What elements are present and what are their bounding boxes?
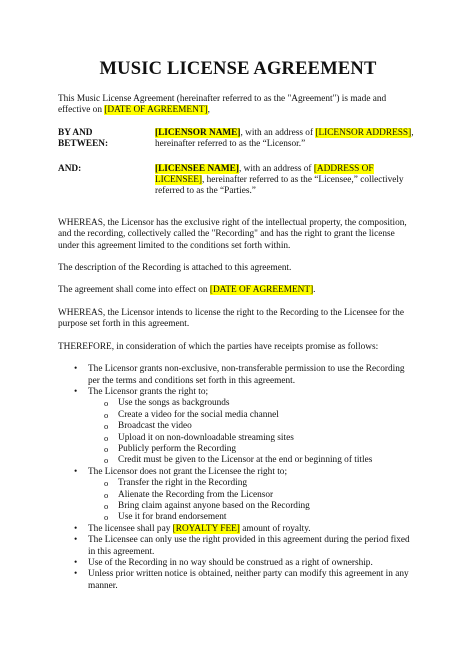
term-item [88,524,418,535]
term-item-label: The Licensor does not grant the Licensee the right to; [88,466,288,477]
whereas-paragraph-2: WHEREAS, the Licensor intends to license the right to the Recording to the Licensee for the purpose set forth in this agreement. [58,307,404,330]
sub-list-item: o Publicly perform the Recording [118,444,418,455]
sub-list-item: o Use it for brand endorsement [118,512,418,523]
licensor-label [58,128,155,151]
whereas-paragraph-1: WHEREAS, the Licensor has the exclusive right of the intellectual property, the composition, and the recording, collectively called the "Recording" and has the right to grant the license under this agreement limited to the conditions set forth within. [58,217,407,251]
sub-list-item: o Create a video for the social media channel [118,410,418,421]
licensor-text [155,128,418,151]
licensee-label: AND: [58,163,82,174]
description-paragraph: The description of the Recording is attached to this agreement. [58,263,292,274]
licensor-text2: , hereinafter referred to as the “Licensor.” [155,127,414,150]
sub-list-item: o Use the songs as backgrounds [118,398,418,409]
licensor-block [58,128,418,151]
term-item: • The Licensee can only use the right provided in this agreement during the period fixed in this agreement. [88,535,418,558]
denied-rights-list [88,478,418,524]
term-item: • The Licensor grants non-exclusive, non-transferable permission to use the Recording per the terms and conditions set forth in this agreement. [88,364,418,387]
sub-list-item: o Transfer the right in the Recording [118,478,418,489]
effect-date-field: [DATE OF AGREEMENT] [209,285,314,296]
intro-date-field: [DATE OF AGREEMENT] [104,105,208,116]
sub-list-item: o Broadcast the video [118,421,418,432]
intro-suffix: , [207,105,210,116]
licensor-name-field: [LICENSOR NAME] [155,127,241,138]
term-item [88,387,418,467]
licensor-address-field: [LICENSOR ADDRESS] [315,127,412,138]
licensee-address-field: [ADDRESS OF LICENSEE] [155,163,374,186]
term-item: • Unless prior written notice is obtained, neither party can modify this agreement in any manner. [88,569,418,592]
licensee-name-field: [LICENSEE NAME] [155,163,239,174]
licensee-block [58,164,418,198]
sub-list-item: o Bring claim against anyone based on the Recording [118,501,418,512]
royalty-pre: The licensee shall pay [88,523,173,534]
effect-suffix: . [313,285,316,296]
effect-paragraph [58,285,418,296]
licensor-label-line2: BETWEEN: [58,139,109,150]
sub-list-item: o Alienate the Recording from the Licensor [118,490,418,501]
sub-list-item: o Credit must be given to the Licensor at the end or beginning of titles [118,455,418,466]
term-item: • Use of the Recording in no way should be construed as a right of ownership. [88,558,418,569]
terms-list [58,364,418,592]
term-item-label: The Licensor grants the right to; [88,386,209,397]
granted-rights-list [88,398,418,466]
intro-paragraph [58,94,418,117]
licensee-text1: , with an address of [238,163,314,174]
effect-text: The agreement shall come into effect on [58,285,210,296]
licensor-text1: , with an address of [240,127,316,138]
sub-list-item: o Upload it on non-downloadable streaming sites [118,433,418,444]
term-item [88,467,418,524]
royalty-fee-field: [ROYALTY FEE] [172,523,240,534]
licensee-text2: , hereinafter referred to as the “Licensee,” collectively referred to as the “Parties.” [155,175,404,197]
therefore-paragraph: THEREFORE, in consideration of which the parties have receipts promise as follows: [58,341,379,352]
licensor-label-line1: BY AND [58,127,93,138]
royalty-post: amount of royalty. [239,523,311,534]
intro-text: This Music License Agreement (hereinafter referred to as the "Agreement") is made and effective on [58,94,387,116]
document-title: MUSIC LICENSE AGREEMENT [99,59,377,79]
licensee-text [155,164,418,198]
